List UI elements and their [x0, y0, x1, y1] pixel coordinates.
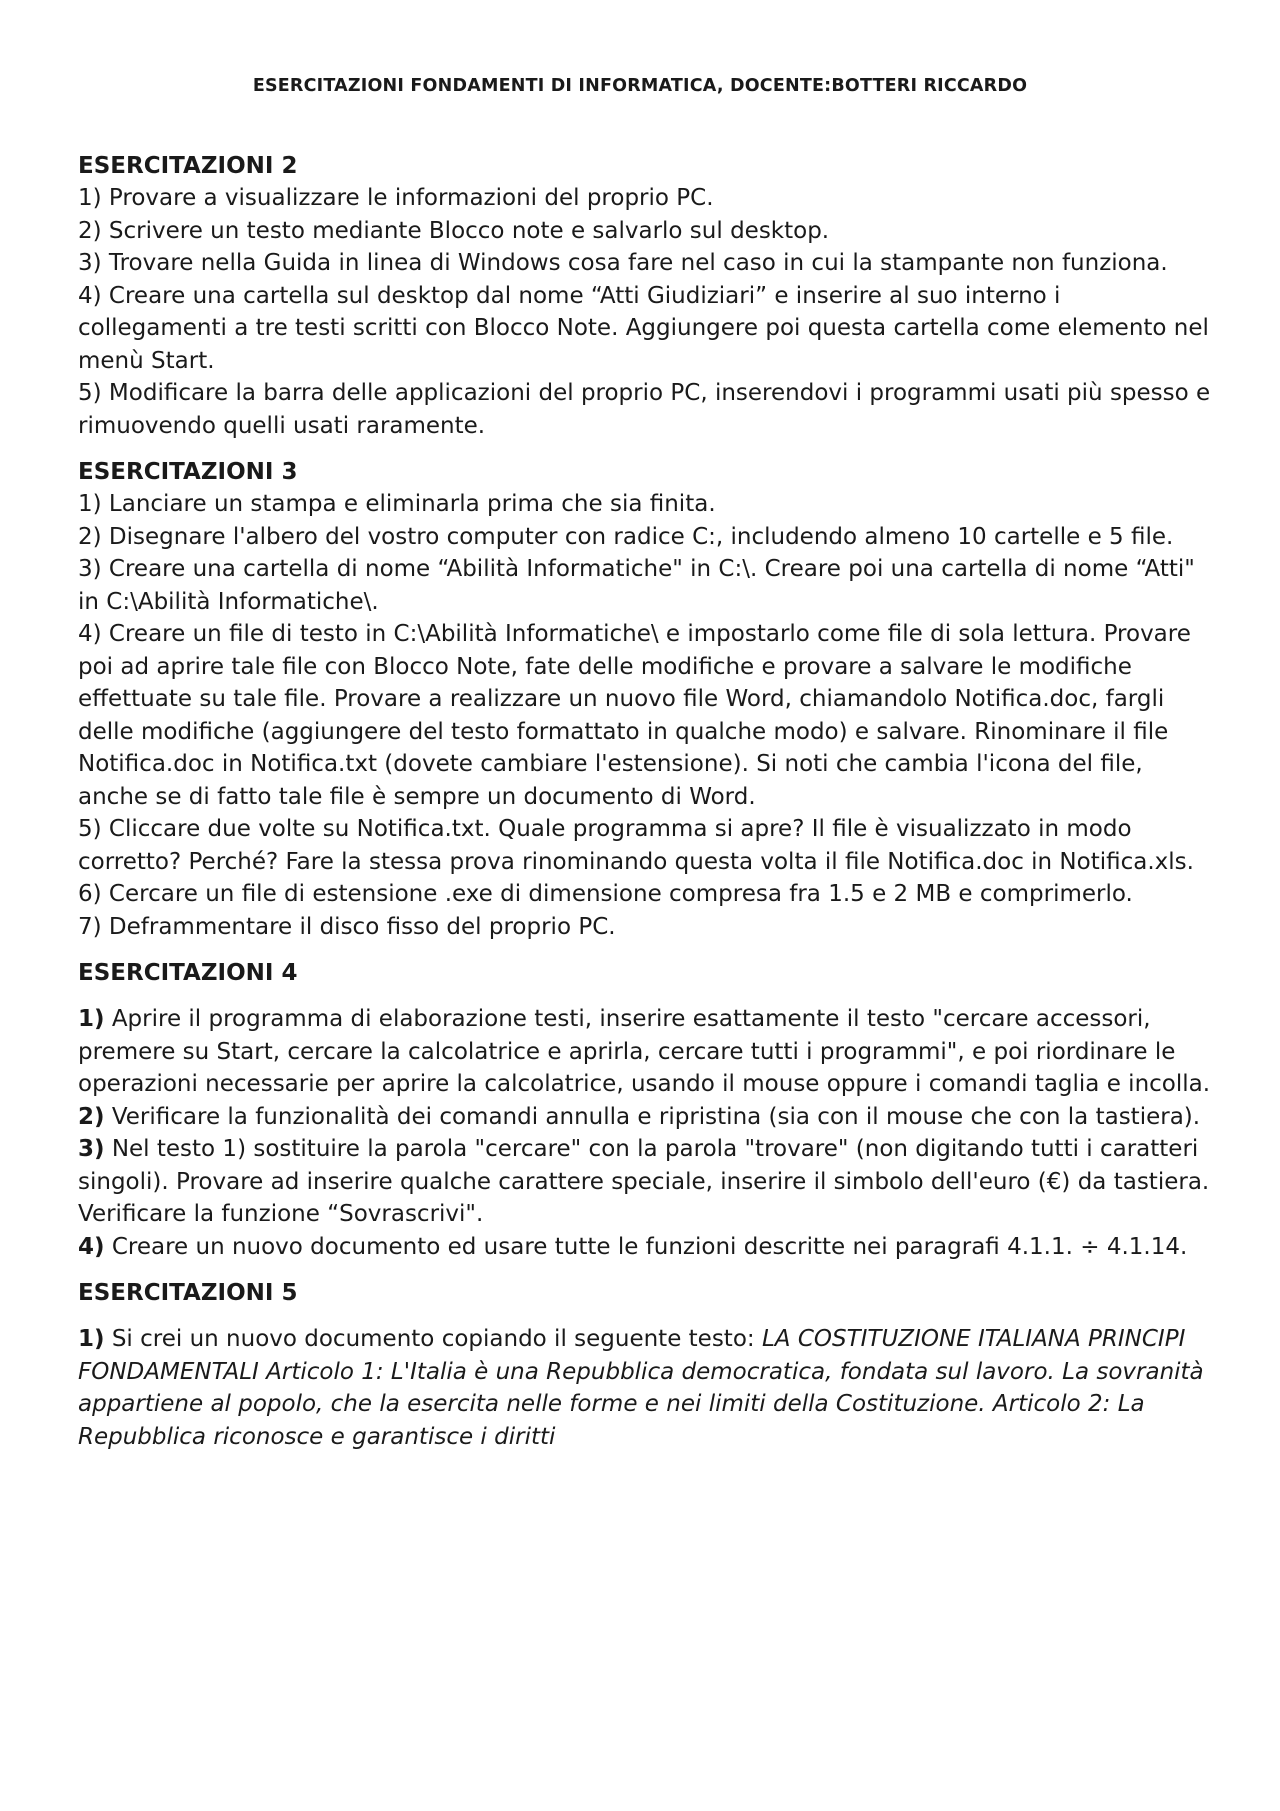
item-text: Cliccare due volte su Notifica.txt. Quale programma si apre? Il file è visualizzato in modo corretto? Perché? Fare la stessa prova rinominando questa volta il file Notifica.doc in Notifica.xls. — [78, 816, 1194, 875]
item-number: 2) — [78, 1103, 105, 1130]
item-text: Creare una cartella di nome “Abilità Informatiche" in C:\. Creare poi una cartella di nome “Atti" in C:\Abilità Informatiche\. — [78, 556, 1195, 615]
quoted-constitution-text: LA COSTITUZIONE ITALIANA PRINCIPI FONDAMENTALI Articolo 1: L'Italia è una Repubblica democratica, fondata sul lavoro. La sovranità appartiene al popolo, che la esercita nelle forme e nei limiti della Costituzione. Articolo 2: La Repubblica riconosce e garantisce i diritti — [78, 1326, 1204, 1450]
exercise-item — [78, 247, 1213, 280]
exercise-item — [78, 878, 1213, 911]
item-text: Deframmentare il disco fisso del proprio PC. — [108, 913, 616, 940]
item-number: 2) — [78, 217, 102, 244]
item-number: 1) — [78, 491, 102, 517]
item-number: 3) — [78, 556, 102, 582]
exercise-item — [78, 1323, 1213, 1453]
item-text: Cercare un file di estensione .exe di dimensione compresa fra 1.5 e 2 MB e comprimerlo. — [108, 881, 1133, 907]
section-title: ESERCITAZIONI 3 — [78, 459, 298, 485]
item-text: Verificare la funzionalità dei comandi annulla e ripristina (sia con il mouse che con la tastiera). — [111, 1103, 1201, 1130]
item-number: 5) — [78, 380, 102, 406]
item-text: Creare un nuovo documento ed usare tutte le funzioni descritte nei paragrafi 4.1.1. ÷ 4.1.14. — [111, 1233, 1188, 1260]
item-number: 3) — [78, 250, 102, 276]
section-esercitazioni-2 — [78, 150, 1213, 442]
item-text: Lanciare un stampa e eliminarla prima che sia finita. — [108, 491, 716, 517]
exercise-item — [78, 215, 1213, 248]
section-title: ESERCITAZIONI 4 — [78, 960, 298, 986]
item-text: Creare un file di testo in C:\Abilità Informatiche\ e impostarlo come file di sola lettura. Provare poi ad aprire tale file con Blocco Note, fate delle modifiche e provare a salvare le modifiche effettuate su tale file. Provare a realizzare un nuovo file Word, chiamandolo Notifica.doc, fargli delle modifiche (aggiungere del testo formattato in qualche modo) e salvare. Rinominare il file Notifica.doc in Notifica.txt (dovete cambiare l'estensione). Si noti che cambia l'icona del file, anche se di fatto tale file è sempre un documento di Word. — [78, 621, 1191, 810]
exercise-item — [78, 377, 1213, 442]
item-number: 6) — [78, 881, 102, 907]
item-number: 4) — [78, 621, 102, 647]
exercise-item — [78, 521, 1213, 554]
exercise-item — [78, 1231, 1213, 1264]
section-title: ESERCITAZIONI 2 — [78, 153, 298, 179]
item-text: Disegnare l'albero del vostro computer con radice C:, includendo almeno 10 cartelle e 5 file. — [108, 523, 1174, 550]
item-text: Modificare la barra delle applicazioni del proprio PC, inserendovi i programmi usati più spesso e rimuovendo quelli usati raramente. — [78, 380, 1211, 439]
item-text: Nel testo 1) sostituire la parola "cercare" con la parola "trovare" (non digitando tutti i caratteri singoli). Provare ad inserire qualche carattere speciale, inserire il simbolo dell'euro (€) da tastiera. Verificare la funzione “Sovrascrivi". — [78, 1136, 1210, 1227]
document-header: ESERCITAZIONI FONDAMENTI DI INFORMATICA, DOCENTE:BOTTERI RICCARDO — [252, 76, 1028, 96]
exercise-item — [78, 182, 1213, 215]
item-text: Provare a visualizzare le informazioni del proprio PC. — [108, 185, 714, 211]
section-esercitazioni-5 — [78, 1277, 1213, 1453]
item-number: 1) — [78, 1006, 105, 1032]
exercise-item — [78, 1133, 1213, 1231]
item-text: Scrivere un testo mediante Blocco note e salvarlo sul desktop. — [108, 217, 830, 244]
item-number: 2) — [78, 523, 102, 550]
exercise-item — [78, 813, 1213, 878]
item-number: 1) — [78, 185, 102, 211]
exercise-item — [78, 618, 1213, 813]
item-number: 7) — [78, 913, 102, 940]
exercise-item — [78, 1101, 1213, 1134]
exercise-item — [78, 553, 1213, 618]
item-number: 4) — [78, 1233, 105, 1260]
item-number: 5) — [78, 816, 102, 842]
section-esercitazioni-4 — [78, 957, 1213, 1263]
exercise-item — [78, 911, 1213, 944]
item-number: 1) — [78, 1326, 105, 1352]
section-esercitazioni-3 — [78, 456, 1213, 943]
item-text: Aprire il programma di elaborazione testi, inserire esattamente il testo "cercare accessori, premere su Start, cercare la calcolatrice e aprirla, cercare tutti i programmi", e poi riordinare le operazioni necessarie per aprire la calcolatrice, usando il mouse oppure i comandi taglia e incolla. — [78, 1006, 1211, 1097]
exercise-item — [78, 488, 1213, 521]
exercise-item — [78, 280, 1213, 378]
exercise-item — [78, 1003, 1213, 1101]
item-text: Creare una cartella sul desktop dal nome “Atti Giudiziari” e inserire al suo interno i collegamenti a tre testi scritti con Blocco Note. Aggiungere poi questa cartella come elemento nel menù Start. — [78, 282, 1209, 374]
item-number: 4) — [78, 282, 102, 309]
item-number: 3) — [78, 1136, 105, 1162]
section-title: ESERCITAZIONI 5 — [78, 1280, 298, 1306]
item-text: Trovare nella Guida in linea di Windows cosa fare nel caso in cui la stampante non funziona. — [108, 250, 1168, 276]
document-body — [78, 150, 1213, 1467]
item-text: Si crei un nuovo documento copiando il seguente testo: — [111, 1326, 755, 1352]
